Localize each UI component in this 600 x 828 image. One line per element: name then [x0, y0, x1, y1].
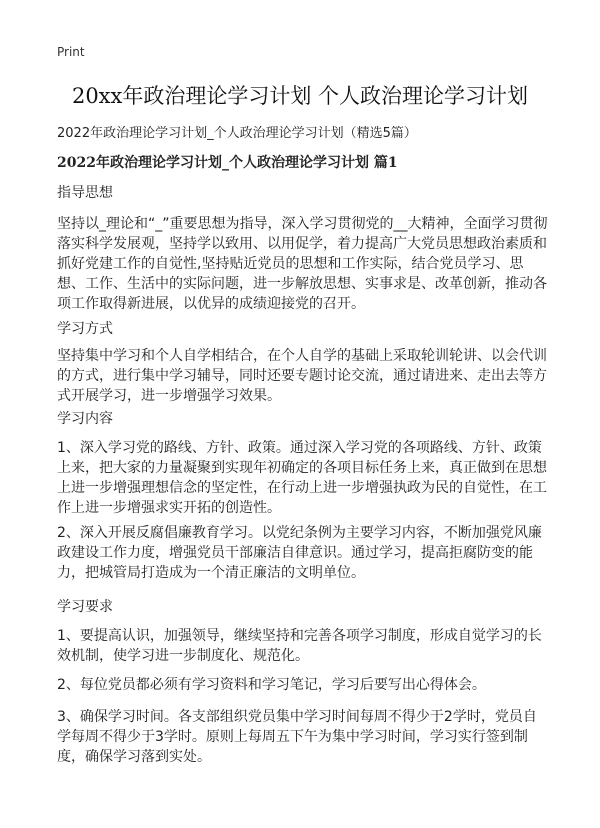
section-heading-study-content: 学习内容 [57, 411, 113, 427]
section-heading-study-requirements: 学习要求 [57, 599, 113, 615]
document-subtitle: 2022年政治理论学习计划_个人政治理论学习计划（精选5篇） [57, 126, 417, 141]
paragraph-study-content-1: 1、深入学习党的路线、方针、政策。通过深入学习党的各项路线、方针、政策上来，把大家的力量凝聚到实现年初确定的各项目标任务上来，真正做到在思想上进一步增强理想信念的坚定性，在行动上进一步增强执政为民的自觉性，在工作上进一步增强求实开拓的创造性。 [57, 440, 547, 516]
paragraph-requirement-1: 1、要提高认识，加强领导，继续坚持和完善各项学习制度，形成自觉学习的长效机制，使学习进一步制度化、规范化。 [57, 628, 542, 664]
section-heading-study-method: 学习方式 [57, 321, 113, 337]
print-label[interactable]: Print [57, 45, 85, 59]
section-heading-guiding-thought: 指导思想 [57, 185, 113, 201]
paragraph-requirement-2: 2、每位党员都必须有学习资料和学习笔记，学习后要写出心得体会。 [57, 677, 486, 693]
paragraph-guiding-thought: 坚持以_理论和“_”重要思想为指导，深入学习贯彻党的__大精神，全面学习贯彻落实科学发展观，坚持学以致用、以用促学，着力提高广大党员思想政治素质和抓好党建工作的自觉性,坚持贴近党员的思想和工作实际，结合党员学习、思想、工作、生活中的实际问题，进一步解放思想、实事求是、改革创新，推动各项工作取得新进展，以优异的成绩迎接党的召开。 [57, 216, 548, 312]
document-title: 20xx年政治理论学习计划 个人政治理论学习计划 [71, 84, 529, 108]
paragraph-study-method: 坚持集中学习和个人自学相结合，在个人自学的基础上采取轮训轮讲、以会代训的方式，进行集中学习辅导，同时还要专题讨论交流，通过请进来、走出去等方式开展学习，进一步增强学习效果。 [57, 348, 547, 404]
paragraph-requirement-3: 3、确保学习时间。各支部组织党员集中学习时间每周不得少于2学时，党员自学每周不得少于3学时。原则上每周五下午为集中学习时间，学习实行签到制度，确保学习落到实处。 [57, 709, 537, 765]
article-heading: 2022年政治理论学习计划_个人政治理论学习计划 篇1 [57, 155, 398, 171]
paragraph-study-content-2: 2、深入开展反腐倡廉教育学习。以党纪条例为主要学习内容，不断加强党风廉政建设工作力度，增强党员干部廉洁自律意识。通过学习，提高拒腐防变的能力，把城管局打造成为一个清正廉洁的文明单位。 [57, 525, 542, 581]
